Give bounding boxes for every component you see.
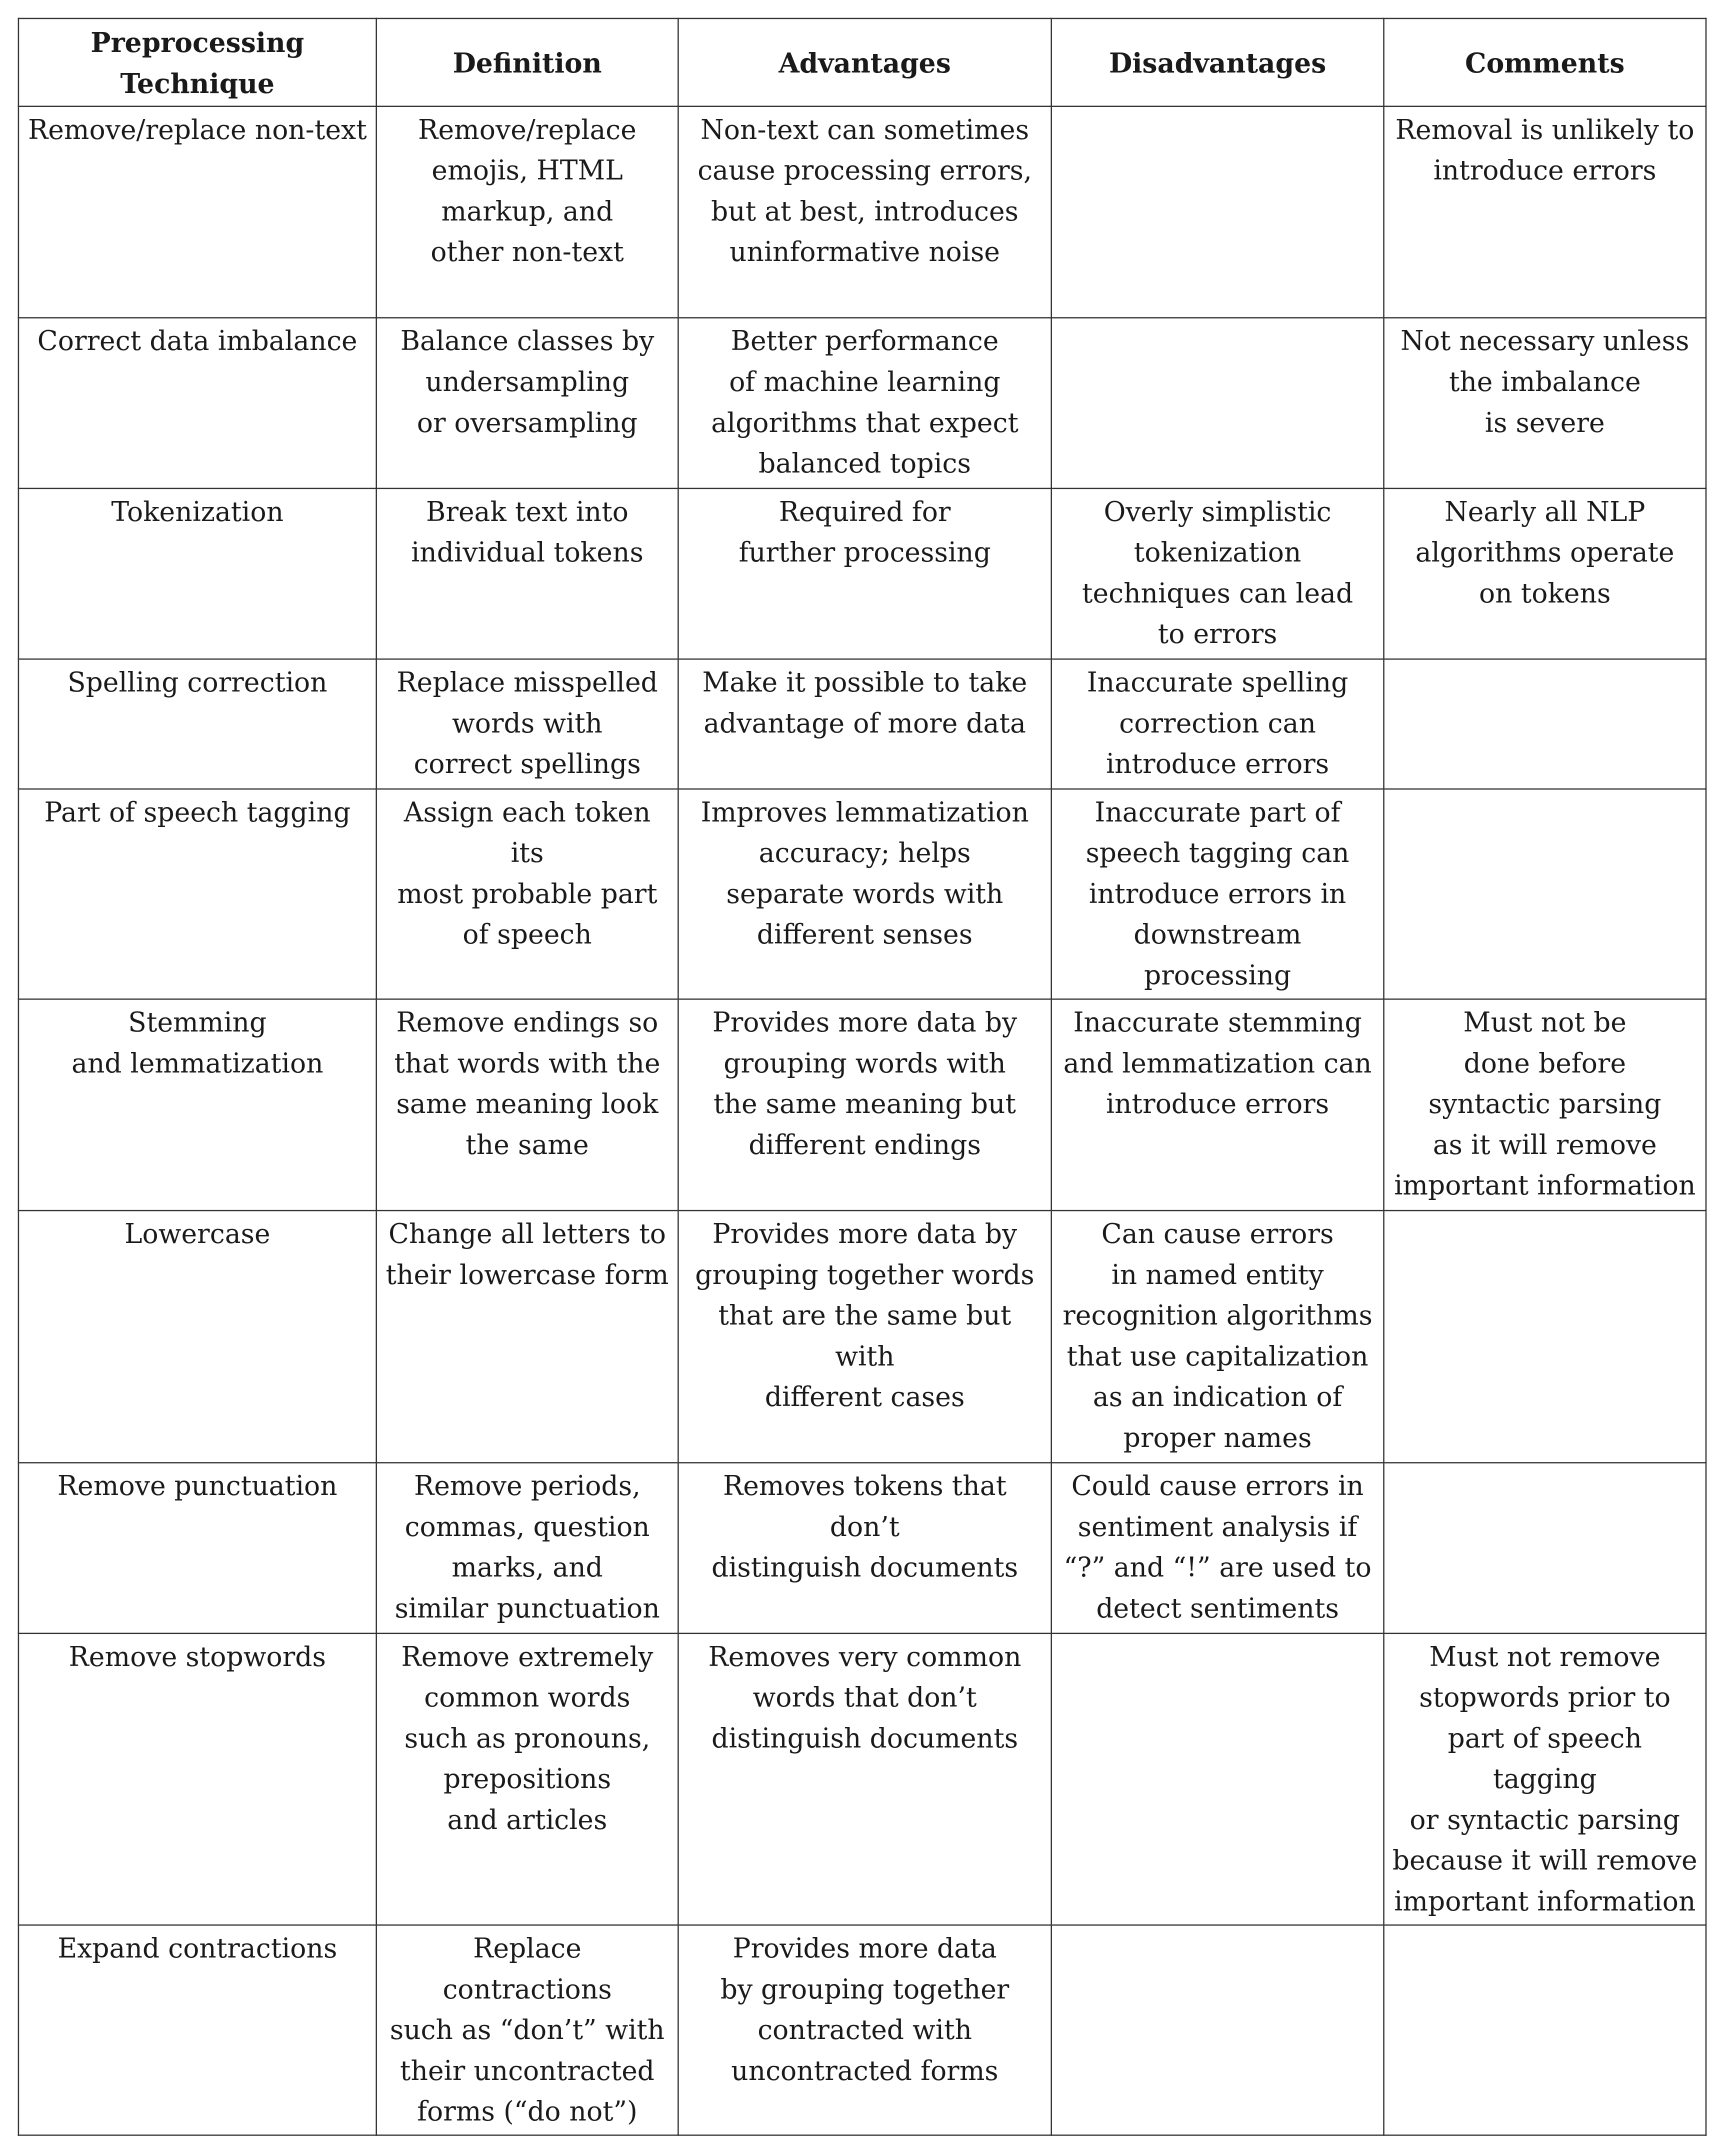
cell-comments xyxy=(1384,789,1706,999)
cell-definition: Remove periods, commas, question marks, and similar punctuation xyxy=(376,1463,678,1634)
cell-disadvantages: Inaccurate part of speech tagging can introduce errors in downstream processing xyxy=(1051,789,1383,999)
cell-comments: Must not remove stopwords prior to part of speech tagging or syntactic parsing because it will remove important information xyxy=(1384,1633,1706,1925)
cell-comments xyxy=(1384,1211,1706,1463)
table-row xyxy=(18,1211,1706,1463)
cell-technique: Remove stopwords xyxy=(18,1633,376,1925)
cell-comments xyxy=(1384,659,1706,789)
cell-technique: Spelling correction xyxy=(18,659,376,789)
cell-definition: Replace misspelled words with correct spellings xyxy=(376,659,678,789)
cell-advantages: Removes very common words that don’t distinguish documents xyxy=(678,1633,1051,1925)
table-row xyxy=(18,659,1706,789)
table-row xyxy=(18,1463,1706,1634)
cell-disadvantages xyxy=(1051,106,1383,317)
cell-disadvantages: Inaccurate stemming and lemmatization can introduce errors xyxy=(1051,999,1383,1210)
header-disadvantages: Disadvantages xyxy=(1051,18,1383,106)
cell-advantages: Provides more data by grouping words with the same meaning but different endings xyxy=(678,999,1051,1210)
header-comments: Comments xyxy=(1384,18,1706,106)
table-row xyxy=(18,789,1706,999)
cell-technique: Stemming and lemmatization xyxy=(18,999,376,1210)
cell-advantages: Removes tokens that don’t distinguish documents xyxy=(678,1463,1051,1634)
cell-advantages: Required for further processing xyxy=(678,488,1051,659)
table-row xyxy=(18,318,1706,489)
cell-definition: Replace contractions such as “don’t” with their uncontracted forms (“do not”) xyxy=(376,1925,678,2135)
table-row xyxy=(18,1925,1706,2135)
cell-definition: Assign each token its most probable part of speech xyxy=(376,789,678,999)
table-row xyxy=(18,999,1706,1210)
cell-disadvantages xyxy=(1051,1633,1383,1925)
cell-definition: Balance classes by undersampling or oversampling xyxy=(376,318,678,489)
cell-comments: Must not be done before syntactic parsing as it will remove important information xyxy=(1384,999,1706,1210)
cell-disadvantages xyxy=(1051,318,1383,489)
table-row xyxy=(18,488,1706,659)
cell-definition: Remove endings so that words with the same meaning look the same xyxy=(376,999,678,1210)
cell-technique: Part of speech tagging xyxy=(18,789,376,999)
cell-definition: Remove extremely common words such as pronouns, prepositions and articles xyxy=(376,1633,678,1925)
cell-advantages: Provides more data by grouping together contracted with uncontracted forms xyxy=(678,1925,1051,2135)
cell-technique: Tokenization xyxy=(18,488,376,659)
cell-definition: Break text into individual tokens xyxy=(376,488,678,659)
cell-disadvantages: Can cause errors in named entity recognition algorithms that use capitalization as an indication of proper names xyxy=(1051,1211,1383,1463)
preprocessing-techniques-table xyxy=(18,18,1707,2136)
cell-technique: Correct data imbalance xyxy=(18,318,376,489)
cell-definition: Remove/replace emojis, HTML markup, and other non-text xyxy=(376,106,678,317)
cell-comments: Nearly all NLP algorithms operate on tokens xyxy=(1384,488,1706,659)
table-row xyxy=(18,106,1706,317)
cell-advantages: Non-text can sometimes cause processing errors, but at best, introduces uninformative noise xyxy=(678,106,1051,317)
cell-advantages: Better performance of machine learning algorithms that expect balanced topics xyxy=(678,318,1051,489)
cell-technique: Expand contractions xyxy=(18,1925,376,2135)
cell-comments: Removal is unlikely to introduce errors xyxy=(1384,106,1706,317)
cell-advantages: Improves lemmatization accuracy; helps separate words with different senses xyxy=(678,789,1051,999)
cell-technique: Remove/replace non-text xyxy=(18,106,376,317)
header-definition: Definition xyxy=(376,18,678,106)
header-advantages: Advantages xyxy=(678,18,1051,106)
cell-disadvantages: Could cause errors in sentiment analysis if “?” and “!” are used to detect sentiments xyxy=(1051,1463,1383,1634)
cell-disadvantages xyxy=(1051,1925,1383,2135)
cell-comments xyxy=(1384,1463,1706,1634)
header-row xyxy=(18,18,1706,106)
cell-comments: Not necessary unless the imbalance is severe xyxy=(1384,318,1706,489)
cell-technique: Remove punctuation xyxy=(18,1463,376,1634)
cell-advantages: Make it possible to take advantage of more data xyxy=(678,659,1051,789)
cell-disadvantages: Inaccurate spelling correction can introduce errors xyxy=(1051,659,1383,789)
cell-technique: Lowercase xyxy=(18,1211,376,1463)
table-row xyxy=(18,1633,1706,1925)
cell-disadvantages: Overly simplistic tokenization techniques can lead to errors xyxy=(1051,488,1383,659)
cell-definition: Change all letters to their lowercase form xyxy=(376,1211,678,1463)
header-technique: Preprocessing Technique xyxy=(18,18,376,106)
cell-advantages: Provides more data by grouping together words that are the same but with different cases xyxy=(678,1211,1051,1463)
cell-comments xyxy=(1384,1925,1706,2135)
